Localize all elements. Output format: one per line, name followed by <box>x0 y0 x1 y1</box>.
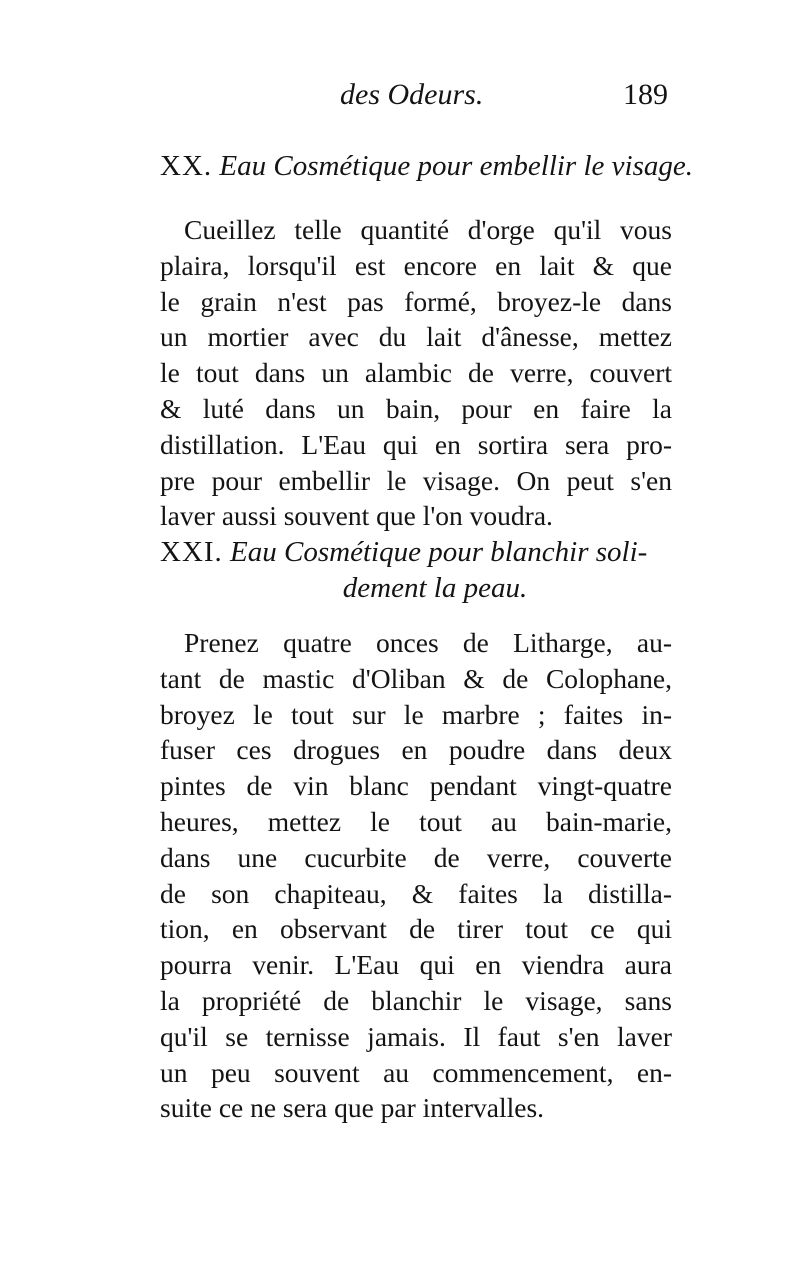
text-line: un peu souvent au commencement, en- <box>160 1056 672 1088</box>
text-line: broyez le tout sur le marbre ; faites in- <box>160 698 672 730</box>
running-head <box>160 78 670 118</box>
text-line: Cueillez telle quantité d'orge qu'il vous <box>184 214 672 245</box>
section-xx-title: Eau Cosmétique pour embellir le visage. <box>219 150 693 182</box>
text-line: pourra venir. L'Eau qui en viendra aura <box>160 949 672 981</box>
section-xx-number: XX. <box>160 150 213 182</box>
text-line: le tout dans un alambic de verre, couvert <box>160 357 672 389</box>
text-line: & luté dans un bain, pour en faire la <box>160 392 672 424</box>
section-xxi-title-line1: Eau Cosmétique pour blanchir soli- <box>230 536 648 568</box>
section-xxi-body <box>160 625 672 1126</box>
section-xxi-number: XXI. <box>160 536 223 568</box>
text-line: distillation. L'Eau qui en sortira sera pro- <box>160 428 672 460</box>
text-line: laver aussi souvent que l'on voudra. <box>160 500 553 532</box>
page-number: 189 <box>623 78 668 111</box>
section-xxi-title-line2: dement la peau. <box>342 572 528 604</box>
section-xx-body <box>160 212 672 534</box>
text-line: fuser ces drogues en poudre dans deux <box>160 734 672 766</box>
text-line: suite ce ne sera que par intervalles. <box>160 1092 545 1124</box>
text-line: un mortier avec du lait d'ânesse, mettez <box>160 321 672 353</box>
text-line: pre pour embellir le visage. On peut s'en <box>160 464 672 496</box>
section-xx-heading <box>160 148 693 184</box>
text-line: tant de mastic d'Oliban & de Colophane, <box>160 662 672 694</box>
text-line: tion, en observant de tirer tout ce qui <box>160 913 672 945</box>
text-line: pintes de vin blanc pendant vingt-quatre <box>160 770 672 802</box>
text-line: qu'il se ternisse jamais. Il faut s'en laver <box>160 1020 672 1052</box>
text-line: plaira, lorsqu'il est encore en lait & que <box>160 249 672 281</box>
running-title: des Odeurs. <box>340 78 484 111</box>
text-line: de son chapiteau, & faites la distilla- <box>160 877 672 909</box>
text-line: Prenez quatre onces de Litharge, au- <box>184 627 672 658</box>
text-line: heures, mettez le tout au bain-marie, <box>160 805 672 837</box>
section-xxi-heading <box>160 534 670 606</box>
text-line: le grain n'est pas formé, broyez-le dans <box>160 285 672 317</box>
text-line: dans une cucurbite de verre, couverte <box>160 841 672 873</box>
text-line: la propriété de blanchir le visage, sans <box>160 984 672 1016</box>
